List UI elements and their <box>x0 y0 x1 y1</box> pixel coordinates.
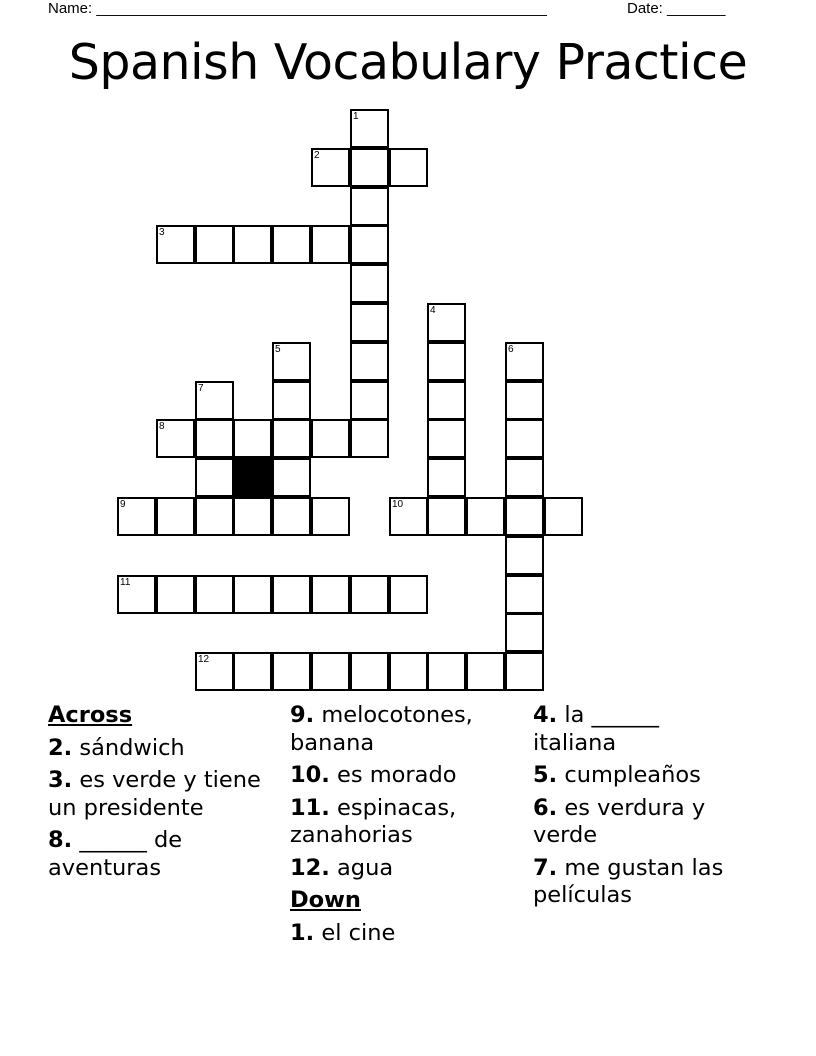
crossword-cell[interactable] <box>272 575 311 614</box>
crossword-cell[interactable] <box>350 381 389 420</box>
clues-column-1 <box>48 702 268 887</box>
date-field[interactable]: Date: _______ <box>627 0 726 17</box>
crossword-cell[interactable] <box>156 419 195 458</box>
crossword-cell[interactable] <box>195 419 234 458</box>
crossword-cell[interactable] <box>233 419 272 458</box>
clue-number-3: 3 <box>159 227 165 238</box>
down-heading: Down <box>290 887 361 913</box>
clue-number-1: 1 <box>353 111 359 122</box>
crossword-cell[interactable] <box>505 652 544 691</box>
crossword-cell[interactable] <box>350 264 389 303</box>
crossword-cell[interactable] <box>195 652 234 691</box>
crossword-cell[interactable] <box>350 303 389 342</box>
clue-number-8: 8 <box>159 421 165 432</box>
clues-column-2 <box>290 702 515 952</box>
crossword-cell[interactable] <box>272 458 311 497</box>
crossword-cell[interactable] <box>350 419 389 458</box>
crossword-black-cell <box>233 458 272 497</box>
crossword-cell[interactable] <box>233 497 272 536</box>
crossword-cell[interactable] <box>311 497 350 536</box>
crossword-cell[interactable] <box>195 381 234 420</box>
clue-number-10: 10 <box>392 499 404 510</box>
crossword-cell[interactable] <box>389 148 428 187</box>
clue-down-5: 5. cumpleaños <box>533 762 701 788</box>
crossword-cell[interactable] <box>466 652 505 691</box>
clue-number-12: 12 <box>198 654 210 665</box>
clue-across-2: 2. sándwich <box>48 734 185 761</box>
crossword-cell[interactable] <box>505 536 544 575</box>
clue-down-7: 7. me gustan las películas <box>533 854 724 908</box>
crossword-cell[interactable] <box>272 497 311 536</box>
crossword-cell[interactable] <box>156 575 195 614</box>
crossword-cell[interactable] <box>389 575 428 614</box>
crossword-cell[interactable] <box>544 497 583 536</box>
crossword-cell[interactable] <box>195 458 234 497</box>
crossword-cell[interactable] <box>350 575 389 614</box>
crossword-cell[interactable] <box>156 225 195 264</box>
crossword-cell[interactable] <box>389 497 428 536</box>
clue-number-2: 2 <box>314 150 320 161</box>
clue-across-12: 12. agua <box>290 854 394 881</box>
crossword-cell[interactable] <box>117 575 156 614</box>
crossword-cell[interactable] <box>505 613 544 652</box>
crossword-cell[interactable] <box>427 419 466 458</box>
crossword-cell[interactable] <box>311 575 350 614</box>
crossword-cell[interactable] <box>505 497 544 536</box>
crossword-cell[interactable] <box>272 419 311 458</box>
clue-across-8: 8. ______ de aventuras <box>48 827 183 881</box>
crossword-cell[interactable] <box>233 225 272 264</box>
crossword-cell[interactable] <box>427 497 466 536</box>
crossword-cell[interactable] <box>427 303 466 342</box>
crossword-cell[interactable] <box>311 148 350 187</box>
crossword-cell[interactable] <box>466 497 505 536</box>
crossword-cell[interactable] <box>117 497 156 536</box>
crossword-cell[interactable] <box>195 575 234 614</box>
crossword-cell[interactable] <box>427 381 466 420</box>
clue-down-1: 1. el cine <box>290 919 396 946</box>
crossword-cell[interactable] <box>350 225 389 264</box>
crossword-cell[interactable] <box>505 458 544 497</box>
clue-number-4: 4 <box>430 305 436 316</box>
crossword-cell[interactable] <box>195 497 234 536</box>
name-field[interactable]: Name: ______________________________________________________ <box>48 0 547 17</box>
crossword-cell[interactable] <box>427 342 466 381</box>
clue-across-9: 9. melocotones, banana <box>290 702 473 756</box>
crossword-cell[interactable] <box>505 419 544 458</box>
across-heading: Across <box>48 702 133 728</box>
crossword-cell[interactable] <box>311 652 350 691</box>
clue-number-6: 6 <box>508 344 514 355</box>
crossword-cell[interactable] <box>350 652 389 691</box>
clue-across-10: 10. es morado <box>290 762 457 788</box>
crossword-cell[interactable] <box>233 652 272 691</box>
crossword-cell[interactable] <box>156 497 195 536</box>
crossword-cell[interactable] <box>427 458 466 497</box>
crossword-cell[interactable] <box>505 381 544 420</box>
crossword-cell[interactable] <box>350 148 389 187</box>
clue-across-3: 3. es verde y tiene un presidente <box>48 767 261 821</box>
crossword-cell[interactable] <box>272 381 311 420</box>
crossword-cell[interactable] <box>350 187 389 226</box>
crossword-cell[interactable] <box>272 342 311 381</box>
crossword-cell[interactable] <box>505 342 544 381</box>
crossword-cell[interactable] <box>311 419 350 458</box>
clue-number-7: 7 <box>198 383 204 394</box>
crossword-cell[interactable] <box>350 342 389 381</box>
crossword-cell[interactable] <box>350 109 389 148</box>
page-title: Spanish Vocabulary Practice <box>68 34 748 91</box>
clue-down-6: 6. es verdura y verde <box>533 794 706 848</box>
crossword-cell[interactable] <box>311 225 350 264</box>
crossword-cell[interactable] <box>427 652 466 691</box>
crossword-cell[interactable] <box>195 225 234 264</box>
clue-number-5: 5 <box>275 344 281 355</box>
clues-column-3 <box>533 702 733 915</box>
crossword-cell[interactable] <box>272 652 311 691</box>
clue-number-11: 11 <box>120 577 131 588</box>
crossword-cell[interactable] <box>233 575 272 614</box>
crossword-cell[interactable] <box>389 652 428 691</box>
clue-number-9: 9 <box>120 499 126 510</box>
crossword-cell[interactable] <box>272 225 311 264</box>
clue-across-11: 11. espinacas, zanahorias <box>290 794 457 848</box>
crossword-cell[interactable] <box>505 575 544 614</box>
clue-down-4: 4. la ______ italiana <box>533 702 660 756</box>
